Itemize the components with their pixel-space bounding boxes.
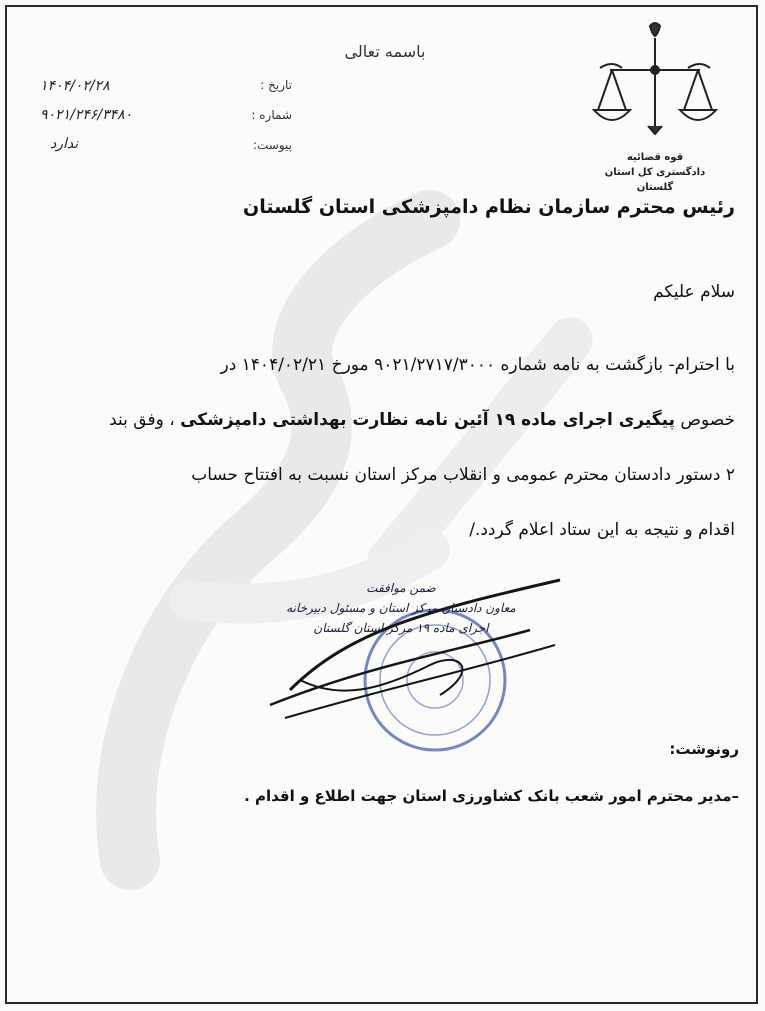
signatory-closing: ضمن موافقت [366,581,436,595]
org-line-1: قوه قضائیه [626,152,684,163]
signatory-block [236,578,566,638]
body-line-2 [35,393,735,448]
letter-meta-labels [222,70,292,160]
org-line-2: دادگستری کل استان گلستان [604,167,706,193]
greeting: سلام علیکم [653,282,735,302]
number-value: ۹۰۲۱/۲۴۶/۳۴۸۰ [40,107,133,123]
cc-recipient: –مدیر محترم امور شعب بانک کشاورزی استان جهت اطلاع و اقدام . [244,787,739,805]
letter-meta-values [40,72,190,159]
body-line-2-subject: پیگیری اجرای ماده ۱۹ آئین نامه نظارت بهداشتی دامپزشکی [180,410,675,430]
body-line-4: اقدام و نتیجه به این ستاد اعلام گردد./ [469,520,735,540]
signatory-unit: اجرای ماده ۱۹ مرکز استان گلستان [313,621,489,635]
signatory-title: معاون دادستان مرکز استان و مسئول دبیرخانه [286,601,516,615]
attachment-label: پیوست: [252,138,292,152]
date-value: ۱۴۰۴/۰۲/۲۸ [40,78,110,94]
judiciary-emblem-icon [590,18,720,143]
bismillah-header: باسمه تعالی [344,42,426,61]
body-line-2-start: خصوص [680,410,735,430]
body-line-2-end: ، وفق بند [109,410,175,430]
recipient-title: رئیس محترم سازمان نظام دامپزشکی استان گلستان [242,196,735,218]
letter-body [35,338,735,558]
date-label: تاریخ : [260,78,292,92]
cc-label: رونوشت: [669,740,739,758]
issuing-organization [590,150,720,195]
attachment-value: ندارد [50,136,79,152]
number-label: شماره : [251,108,292,122]
body-line-1: با احترام- بازگشت به نامه شماره ۹۰۲۱/۲۷۱۷/۳۰۰۰ مورخ ۱۴۰۴/۰۲/۲۱ در [220,355,735,375]
body-line-3: ۲ دستور دادستان محترم عمومی و انقلاب مرکز استان نسبت به افتتاح حساب [191,465,735,485]
